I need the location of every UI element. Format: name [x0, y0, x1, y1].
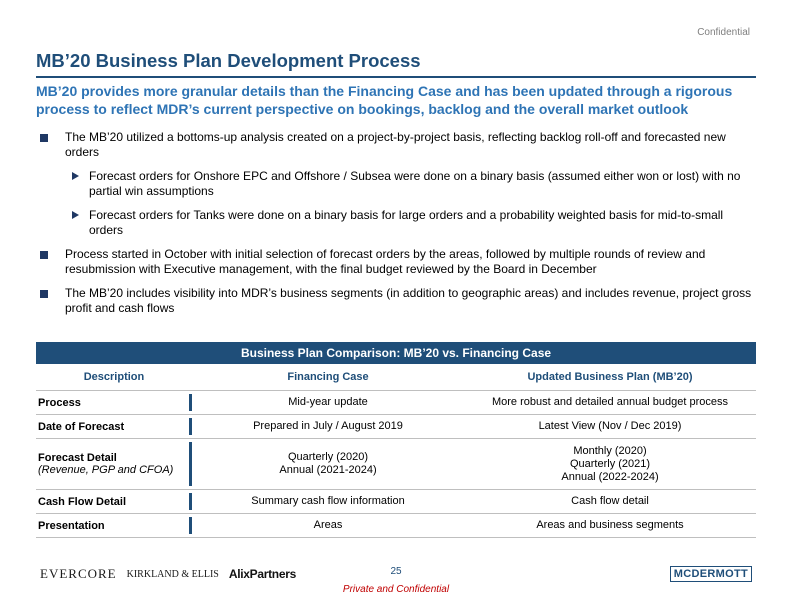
row-sublabel-text: (Revenue, PGP and CFOA) — [38, 464, 174, 476]
table-row — [36, 490, 756, 514]
bullet-item — [36, 286, 752, 316]
updated-cell — [464, 445, 756, 484]
row-label — [36, 418, 192, 435]
page-subtitle: MB’20 provides more granular details than the Financing Case and has been updated through a rigorous process to reflect MDR’s current perspective on bookings, backlog and the overall market outlook — [36, 83, 733, 117]
square-bullet-icon — [40, 251, 48, 259]
confidential-label: Confidential — [697, 27, 750, 38]
table-row — [36, 439, 756, 490]
updated-cell: Cash flow detail — [571, 495, 649, 507]
table-row — [36, 415, 756, 439]
cell-line: Quarterly (2020) — [287, 451, 369, 463]
row-label — [36, 442, 192, 486]
updated-cell: Areas and business segments — [536, 519, 684, 531]
sub-bullet-text: Forecast orders for Tanks were done on a binary basis for large orders and a probability weighted basis for mid-to-small orders — [89, 208, 724, 237]
triangle-bullet-icon — [72, 211, 79, 219]
row-label-text: Cash Flow Detail — [38, 495, 127, 508]
financing-cell: Summary cash flow information — [251, 495, 405, 507]
financing-cell — [192, 451, 464, 477]
row-label — [36, 517, 192, 534]
cell-line: Annual (2021-2024) — [279, 464, 377, 476]
financing-cell: Mid-year update — [288, 396, 368, 408]
row-label-text: Process — [38, 396, 81, 409]
sub-bullet-item — [36, 169, 752, 199]
evercore-logo: EVERCORE — [40, 566, 117, 581]
table-column-headers — [36, 364, 756, 391]
bullet-item — [36, 130, 752, 160]
cell-line: Quarterly (2021) — [569, 457, 651, 470]
table-title: Business Plan Comparison: MB’20 vs. Financing Case — [36, 342, 756, 364]
bullet-text: The MB’20 utilized a bottoms-up analysis created on a project-by-project basis, reflecting backlog roll-off and forecasted new orders — [65, 130, 726, 159]
row-label — [36, 394, 192, 411]
updated-cell: Latest View (Nov / Dec 2019) — [538, 420, 682, 432]
bullet-text: The MB’20 includes visibility into MDR’s business segments (in addition to geographic areas) and includes revenue, project gross profit and cash flows — [65, 286, 752, 315]
page-title: MB’20 Business Plan Development Process — [36, 50, 421, 71]
financing-cell: Prepared in July / August 2019 — [253, 420, 403, 432]
comparison-table — [36, 342, 756, 538]
table-row — [36, 514, 756, 538]
table-row — [36, 391, 756, 415]
footer-logos — [40, 566, 296, 582]
kirkland-ellis-logo: KIRKLAND & ELLIS — [126, 568, 219, 580]
bullet-list — [36, 130, 752, 325]
bullet-text: Process started in October with initial selection of forecast orders by the areas, followed by multiple rounds of review and resubmission with Executive management, with the final budget reviewed by the Board in December — [65, 247, 706, 276]
square-bullet-icon — [40, 134, 48, 142]
updated-cell: More robust and detailed annual budget process — [491, 396, 729, 408]
alixpartners-logo: AlixPartners — [228, 567, 296, 581]
title-divider — [36, 76, 756, 78]
sub-bullet-text: Forecast orders for Onshore EPC and Offshore / Subsea were done on a binary basis (assumed either won or lost) with no partial win assumptions — [89, 169, 741, 198]
sub-bullet-item — [36, 208, 752, 238]
column-header-description: Description — [83, 371, 145, 383]
page-number: 25 — [390, 566, 402, 577]
bullet-item — [36, 247, 752, 277]
private-confidential-label: Private and Confidential — [342, 584, 450, 595]
triangle-bullet-icon — [72, 172, 79, 180]
column-header-financing-case: Financing Case — [287, 371, 369, 383]
row-label — [36, 493, 192, 510]
row-label-text: Presentation — [38, 519, 105, 532]
mcdermott-logo: MCDERMOTT — [670, 566, 752, 582]
cell-line: Annual (2022-2024) — [561, 470, 659, 483]
square-bullet-icon — [40, 290, 48, 298]
column-header-updated-plan: Updated Business Plan (MB’20) — [527, 371, 693, 383]
row-label-text: Date of Forecast — [38, 420, 125, 433]
cell-line: Monthly (2020) — [573, 444, 647, 457]
financing-cell: Areas — [313, 519, 343, 531]
row-label-text: Forecast Detail — [38, 452, 117, 464]
